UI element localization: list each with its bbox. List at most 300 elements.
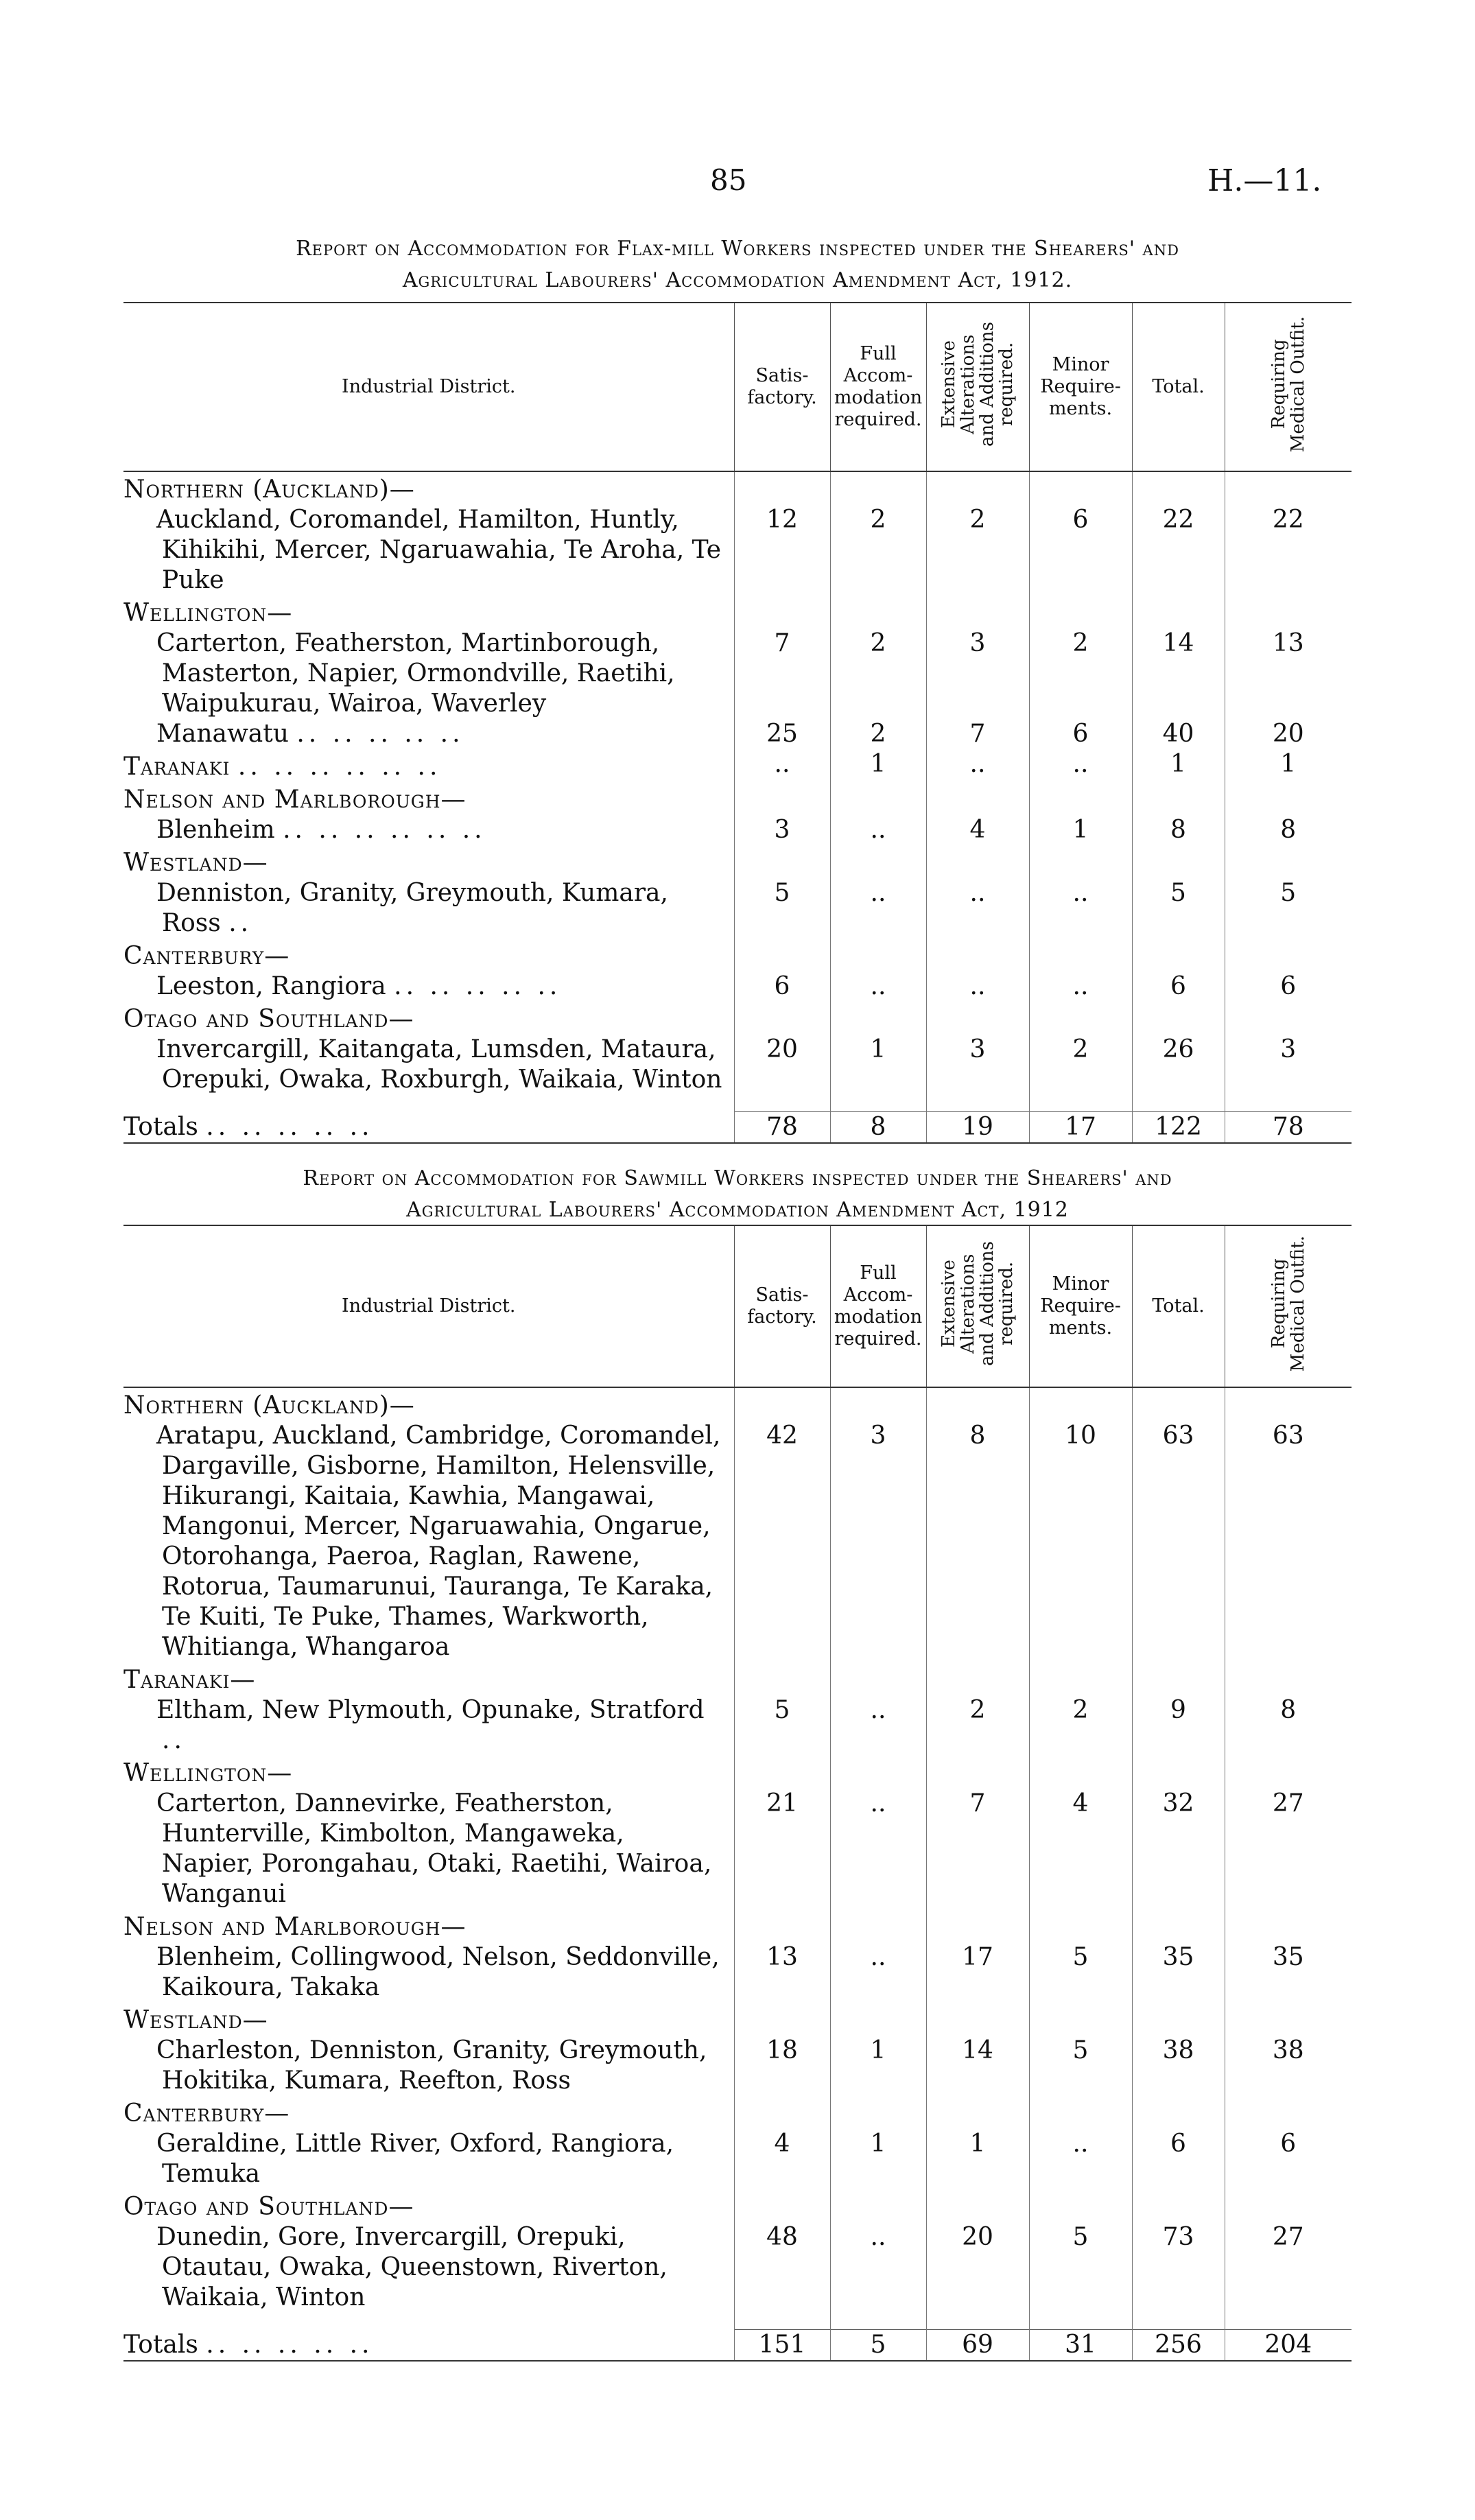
table-row: [123, 1035, 1352, 1095]
extensive-alterations-cell: 7: [926, 719, 1029, 749]
minor-requirements-cell: [1029, 782, 1132, 815]
dot-leader: .. .. .. .. ..: [206, 1112, 374, 1141]
region-label: Nelson and Marlborough—: [123, 786, 467, 814]
region-row: [123, 1756, 1352, 1789]
full-accommodation-cell: ..: [830, 878, 926, 939]
extensive-alterations-cell: 2: [926, 505, 1029, 596]
extensive-alterations-cell: 3: [926, 628, 1029, 719]
dot-leader: .. .. .. .. ..: [296, 720, 464, 748]
medical-outfit-cell: [1225, 782, 1352, 815]
extensive-alterations-cell: 4: [926, 815, 1029, 845]
minor-requirements-cell: [1029, 1756, 1132, 1789]
minor-requirements-cell: 5: [1029, 2222, 1132, 2313]
extensive-alterations-cell: [926, 596, 1029, 628]
satisfactory-cell: [734, 471, 830, 505]
total-cell: 14: [1132, 628, 1225, 719]
medical-outfit-cell: 27: [1225, 1789, 1352, 1909]
medical-outfit-cell: [1225, 471, 1352, 505]
minor-requirements-cell: ..: [1029, 972, 1132, 1002]
col-header-total: Total.: [1132, 1225, 1225, 1387]
totals-label-cell: [123, 1112, 734, 1144]
totals-medical-outfit-cell: 78: [1225, 1112, 1352, 1144]
totals-label: Totals: [123, 2330, 198, 2359]
col-header-district: Industrial District.: [123, 303, 734, 471]
minor-requirements-cell: [1029, 845, 1132, 878]
dot-leader: .. .. .. .. .. ..: [237, 753, 442, 781]
places-label: Manawatu: [156, 720, 289, 748]
minor-requirements-cell: [1029, 1909, 1132, 1942]
extensive-alterations-cell: [926, 1002, 1029, 1035]
spacer-cell: [1225, 2313, 1352, 2330]
full-accommodation-cell: ..: [830, 1942, 926, 2003]
table-row: [123, 2129, 1352, 2189]
total-cell: 6: [1132, 972, 1225, 1002]
total-cell: 26: [1132, 1035, 1225, 1095]
region-name: [123, 1909, 734, 1942]
medical-outfit-cell: [1225, 2003, 1352, 2036]
satisfactory-cell: [734, 2189, 830, 2222]
district-places: [123, 1789, 734, 1909]
medical-outfit-cell: 20: [1225, 719, 1352, 749]
table-row: [123, 1789, 1352, 1909]
extensive-alterations-cell: ..: [926, 878, 1029, 939]
satisfactory-cell: [734, 2003, 830, 2036]
total-cell: 73: [1132, 2222, 1225, 2313]
full-accommodation-cell: ..: [830, 972, 926, 1002]
table-row: [123, 2222, 1352, 2313]
totals-total-cell: 256: [1132, 2330, 1225, 2362]
total-cell: 32: [1132, 1789, 1225, 1909]
totals-medical-outfit-cell: 204: [1225, 2330, 1352, 2362]
minor-requirements-cell: 5: [1029, 2036, 1132, 2096]
medical-outfit-cell: [1225, 1662, 1352, 1695]
satisfactory-cell: [734, 1909, 830, 1942]
col-header-satisfactory: Satis- factory.: [734, 1225, 830, 1387]
region-label: Wellington—: [123, 1759, 293, 1787]
totals-minor-requirements-cell: 31: [1029, 2330, 1132, 2362]
title-line-2: Agricultural Labourers' Accommodation Amendment Act, 1912.: [402, 268, 1073, 292]
region-name: [123, 471, 734, 505]
table-row: [123, 1695, 1352, 1756]
minor-requirements-cell: ..: [1029, 749, 1132, 782]
full-accommodation-cell: [830, 2096, 926, 2129]
extensive-alterations-cell: [926, 1909, 1029, 1942]
total-cell: 22: [1132, 505, 1225, 596]
minor-requirements-cell: 2: [1029, 628, 1132, 719]
minor-requirements-cell: 6: [1029, 505, 1132, 596]
district-places: [123, 878, 734, 939]
places-label: Dunedin, Gore, Invercargill, Orepuki, Otautau, Owaka, Queenstown, Riverton, Waikaia, Winton: [156, 2223, 668, 2311]
sawmill-report-title: [123, 1163, 1352, 1226]
col-header-full: Full Accom- modation required.: [830, 303, 926, 471]
extensive-alterations-cell: 7: [926, 1789, 1029, 1909]
extensive-alterations-cell: 2: [926, 1695, 1029, 1756]
district-places: [123, 1035, 734, 1095]
region-label: Taranaki—: [123, 1666, 256, 1694]
full-accommodation-cell: [830, 845, 926, 878]
district-places: [123, 1942, 734, 2003]
totals-extensive-alterations-cell: 69: [926, 2330, 1029, 2362]
title-line-1: Report on Accommodation for Flax-mill Workers inspected under the Shearers' and: [296, 237, 1179, 261]
full-accommodation-cell: 1: [830, 749, 926, 782]
total-cell: 35: [1132, 1942, 1225, 2003]
medical-outfit-cell: 8: [1225, 1695, 1352, 1756]
document-reference: H.—11.: [1207, 163, 1322, 198]
extensive-alterations-cell: 17: [926, 1942, 1029, 2003]
total-cell: [1132, 596, 1225, 628]
region-label: Otago and Southland—: [123, 2193, 414, 2221]
extensive-alterations-cell: [926, 782, 1029, 815]
full-accommodation-cell: [830, 1002, 926, 1035]
region-label: Westland—: [123, 849, 268, 877]
extensive-alterations-cell: [926, 845, 1029, 878]
extensive-alterations-cell: [926, 2189, 1029, 2222]
region-name: [123, 2003, 734, 2036]
satisfactory-cell: [734, 1002, 830, 1035]
extensive-alterations-cell: 8: [926, 1421, 1029, 1662]
medical-outfit-cell: 5: [1225, 878, 1352, 939]
full-accommodation-cell: 2: [830, 505, 926, 596]
medical-outfit-cell: 8: [1225, 815, 1352, 845]
full-accommodation-cell: 1: [830, 2129, 926, 2189]
spacer-cell: [926, 2313, 1029, 2330]
minor-requirements-cell: [1029, 471, 1132, 505]
spacer-cell: [734, 2313, 830, 2330]
table-row: [123, 2036, 1352, 2096]
satisfactory-cell: 48: [734, 2222, 830, 2313]
region-label: Northern (Auckland)—: [123, 1391, 415, 1420]
spacer-cell: [830, 1095, 926, 1112]
table-row: [123, 1421, 1352, 1662]
dot-leader: ..: [228, 909, 253, 937]
table-row: [123, 1942, 1352, 2003]
region-label: Canterbury—: [123, 942, 290, 970]
places-label: Charleston, Denniston, Granity, Greymouth, Hokitika, Kumara, Reefton, Ross: [156, 2036, 707, 2095]
minor-requirements-cell: [1029, 1387, 1132, 1421]
total-cell: [1132, 845, 1225, 878]
col-header-district: Industrial District.: [123, 1225, 734, 1387]
full-accommodation-cell: ..: [830, 2222, 926, 2313]
spacer-cell: [830, 2313, 926, 2330]
satisfactory-cell: 3: [734, 815, 830, 845]
total-cell: 6: [1132, 2129, 1225, 2189]
places-label: Auckland, Coromandel, Hamilton, Huntly, Kihikihi, Mercer, Ngaruawahia, Te Aroha, Te Puke: [156, 506, 722, 594]
spacer-cell: [1225, 1095, 1352, 1112]
region-name: [123, 1756, 734, 1789]
region-label: Westland—: [123, 2006, 268, 2034]
medical-outfit-cell: [1225, 1756, 1352, 1789]
places-label: Invercargill, Kaitangata, Lumsden, Mataura, Orepuki, Owaka, Roxburgh, Waikaia, Winton: [156, 1035, 722, 1094]
region-name: [123, 749, 734, 782]
district-places: [123, 2036, 734, 2096]
region-row: [123, 1387, 1352, 1421]
sawmill-table: [123, 1225, 1352, 2362]
extensive-alterations-cell: [926, 2003, 1029, 2036]
total-cell: [1132, 1909, 1225, 1942]
extensive-alterations-cell: 3: [926, 1035, 1029, 1095]
total-cell: 38: [1132, 2036, 1225, 2096]
total-cell: 8: [1132, 815, 1225, 845]
total-cell: 5: [1132, 878, 1225, 939]
col-header-total: Total.: [1132, 303, 1225, 471]
district-places: [123, 719, 734, 749]
region-row: [123, 782, 1352, 815]
region-name: [123, 1002, 734, 1035]
region-label: Otago and Southland—: [123, 1005, 414, 1033]
total-cell: [1132, 1662, 1225, 1695]
totals-full-accommodation-cell: 8: [830, 1112, 926, 1144]
region-row: [123, 749, 1352, 782]
region-row: [123, 2096, 1352, 2129]
full-accommodation-cell: [830, 1662, 926, 1695]
satisfactory-cell: 5: [734, 1695, 830, 1756]
medical-outfit-cell: [1225, 2189, 1352, 2222]
full-accommodation-cell: [830, 2189, 926, 2222]
col-header-satisfactory: Satis- factory.: [734, 303, 830, 471]
satisfactory-cell: 5: [734, 878, 830, 939]
district-places: [123, 505, 734, 596]
spacer-cell: [1029, 1095, 1132, 1112]
totals-satisfactory-cell: 78: [734, 1112, 830, 1144]
region-row: [123, 596, 1352, 628]
spacer-cell: [734, 1095, 830, 1112]
full-accommodation-cell: [830, 1756, 926, 1789]
district-places: [123, 2222, 734, 2313]
medical-outfit-cell: [1225, 596, 1352, 628]
totals-total-cell: 122: [1132, 1112, 1225, 1144]
minor-requirements-cell: 2: [1029, 1695, 1132, 1756]
region-name: [123, 596, 734, 628]
region-name: [123, 782, 734, 815]
satisfactory-cell: [734, 1662, 830, 1695]
medical-outfit-cell: [1225, 1002, 1352, 1035]
medical-outfit-cell: 6: [1225, 972, 1352, 1002]
satisfactory-cell: 42: [734, 1421, 830, 1662]
minor-requirements-cell: 1: [1029, 815, 1132, 845]
minor-requirements-cell: ..: [1029, 878, 1132, 939]
spacer-cell: [123, 2313, 734, 2330]
satisfactory-cell: 25: [734, 719, 830, 749]
col-header-minor: Minor Require- ments.: [1029, 303, 1132, 471]
minor-requirements-cell: [1029, 596, 1132, 628]
extensive-alterations-cell: [926, 939, 1029, 972]
region-label: Wellington—: [123, 599, 293, 627]
district-places: [123, 1421, 734, 1662]
col-header-minor: Minor Require- ments.: [1029, 1225, 1132, 1387]
region-name: [123, 1662, 734, 1695]
places-label: Eltham, New Plymouth, Opunake, Stratford: [156, 1696, 705, 1724]
full-accommodation-cell: ..: [830, 815, 926, 845]
extensive-alterations-cell: [926, 2096, 1029, 2129]
minor-requirements-cell: [1029, 1002, 1132, 1035]
full-accommodation-cell: ..: [830, 1695, 926, 1756]
region-row: [123, 2003, 1352, 2036]
medical-outfit-cell: 35: [1225, 1942, 1352, 2003]
region-label: Nelson and Marlborough—: [123, 1913, 467, 1941]
region-row: [123, 471, 1352, 505]
region-name: [123, 1387, 734, 1421]
totals-row: [123, 1112, 1352, 1144]
medical-outfit-cell: [1225, 1387, 1352, 1421]
satisfactory-cell: 21: [734, 1789, 830, 1909]
full-accommodation-cell: ..: [830, 1789, 926, 1909]
medical-outfit-cell: [1225, 1909, 1352, 1942]
extensive-alterations-cell: [926, 1756, 1029, 1789]
places-label: Geraldine, Little River, Oxford, Rangiora, Temuka: [156, 2130, 674, 2188]
medical-outfit-cell: 3: [1225, 1035, 1352, 1095]
region-name: [123, 845, 734, 878]
places-label: Carterton, Dannevirke, Featherston, Hunterville, Kimbolton, Mangaweka, Napier, Porongahau, Otaki, Raetihi, Wairoa, Wanganui: [156, 1789, 712, 1908]
spacer-cell: [1029, 2313, 1132, 2330]
table-body: [123, 1387, 1352, 2361]
satisfactory-cell: [734, 596, 830, 628]
region-row: [123, 1662, 1352, 1695]
medical-outfit-cell: 22: [1225, 505, 1352, 596]
minor-requirements-cell: [1029, 939, 1132, 972]
satisfactory-cell: [734, 939, 830, 972]
total-cell: [1132, 2096, 1225, 2129]
table-row: [123, 505, 1352, 596]
full-accommodation-cell: 3: [830, 1421, 926, 1662]
full-accommodation-cell: [830, 782, 926, 815]
table-row: [123, 878, 1352, 939]
dot-leader: .. .. .. .. ..: [394, 972, 562, 1000]
medical-outfit-cell: 38: [1225, 2036, 1352, 2096]
district-places: [123, 972, 734, 1002]
total-cell: [1132, 1756, 1225, 1789]
district-places: [123, 628, 734, 719]
medical-outfit-cell: 13: [1225, 628, 1352, 719]
region-label: Northern (Auckland)—: [123, 475, 415, 504]
table-row: [123, 628, 1352, 719]
spacer-row: [123, 1095, 1352, 1112]
extensive-alterations-cell: 20: [926, 2222, 1029, 2313]
minor-requirements-cell: [1029, 2003, 1132, 2036]
total-cell: 40: [1132, 719, 1225, 749]
full-accommodation-cell: [830, 1387, 926, 1421]
satisfactory-cell: [734, 1387, 830, 1421]
col-header-extensive: Extensive Alterations and Additions required.: [926, 303, 1029, 471]
table-row: [123, 719, 1352, 749]
spacer-row: [123, 2313, 1352, 2330]
col-header-extensive: Extensive Alterations and Additions required.: [926, 1225, 1029, 1387]
region-label: Canterbury—: [123, 2099, 290, 2128]
col-header-full: Full Accom- modation required.: [830, 1225, 926, 1387]
medical-outfit-cell: 27: [1225, 2222, 1352, 2313]
satisfactory-cell: 4: [734, 2129, 830, 2189]
region-row: [123, 939, 1352, 972]
totals-satisfactory-cell: 151: [734, 2330, 830, 2362]
extensive-alterations-cell: 14: [926, 2036, 1029, 2096]
total-cell: [1132, 2189, 1225, 2222]
totals-label-cell: [123, 2330, 734, 2362]
satisfactory-cell: [734, 782, 830, 815]
table-row: [123, 972, 1352, 1002]
places-label: Leeston, Rangiora: [156, 972, 386, 1000]
total-cell: [1132, 1387, 1225, 1421]
flax-mill-table: [123, 302, 1352, 1144]
medical-outfit-cell: [1225, 2096, 1352, 2129]
satisfactory-cell: 13: [734, 1942, 830, 2003]
satisfactory-cell: ..: [734, 749, 830, 782]
total-cell: 9: [1132, 1695, 1225, 1756]
extensive-alterations-cell: [926, 1387, 1029, 1421]
total-cell: 63: [1132, 1421, 1225, 1662]
totals-label: Totals: [123, 1112, 198, 1141]
district-places: [123, 815, 734, 845]
places-label: Denniston, Granity, Greymouth, Kumara, Ross: [156, 879, 668, 937]
full-accommodation-cell: [830, 2003, 926, 2036]
full-accommodation-cell: 1: [830, 2036, 926, 2096]
table-row: [123, 815, 1352, 845]
col-header-medical: Requiring Medical Outfit.: [1225, 303, 1352, 471]
satisfactory-cell: 12: [734, 505, 830, 596]
total-cell: [1132, 782, 1225, 815]
region-name: [123, 939, 734, 972]
totals-extensive-alterations-cell: 19: [926, 1112, 1029, 1144]
title-line-1: Report on Accommodation for Sawmill Workers inspected under the Shearers' and: [303, 1166, 1172, 1190]
spacer-cell: [123, 1095, 734, 1112]
satisfactory-cell: [734, 2096, 830, 2129]
satisfactory-cell: [734, 1756, 830, 1789]
minor-requirements-cell: [1029, 2096, 1132, 2129]
region-row: [123, 845, 1352, 878]
medical-outfit-cell: [1225, 845, 1352, 878]
spacer-cell: [926, 1095, 1029, 1112]
total-cell: 1: [1132, 749, 1225, 782]
total-cell: [1132, 2003, 1225, 2036]
minor-requirements-cell: [1029, 2189, 1132, 2222]
full-accommodation-cell: 1: [830, 1035, 926, 1095]
places-label: Carterton, Featherston, Martinborough, Masterton, Napier, Ormondville, Raetihi, Waipukurau, Wairoa, Waverley: [156, 629, 675, 718]
full-accommodation-cell: [830, 1909, 926, 1942]
total-cell: [1132, 471, 1225, 505]
minor-requirements-cell: 2: [1029, 1035, 1132, 1095]
extensive-alterations-cell: 1: [926, 2129, 1029, 2189]
dot-leader: ..: [162, 1726, 186, 1754]
total-cell: [1132, 1002, 1225, 1035]
satisfactory-cell: 6: [734, 972, 830, 1002]
dot-leader: .. .. .. .. .. ..: [283, 816, 486, 844]
full-accommodation-cell: [830, 596, 926, 628]
page-number: 85: [710, 163, 747, 197]
dot-leader: .. .. .. .. ..: [206, 2330, 374, 2359]
region-label: Taranaki: [123, 753, 231, 781]
spacer-cell: [1132, 2313, 1225, 2330]
district-places: [123, 2129, 734, 2189]
medical-outfit-cell: 1: [1225, 749, 1352, 782]
extensive-alterations-cell: ..: [926, 749, 1029, 782]
region-row: [123, 1002, 1352, 1035]
col-header-medical: Requiring Medical Outfit.: [1225, 1225, 1352, 1387]
totals-minor-requirements-cell: 17: [1029, 1112, 1132, 1144]
spacer-cell: [1132, 1095, 1225, 1112]
medical-outfit-cell: [1225, 939, 1352, 972]
region-name: [123, 2096, 734, 2129]
places-label: Aratapu, Auckland, Cambridge, Coromandel, Dargaville, Gisborne, Hamilton, Helensville, Hikurangi, Kaitaia, Kawhia, Mangawai, Mangonui, Mercer, Ngaruawahia, Ongarue, Otorohanga, Paeroa, Raglan, Rawene, Rotorua, Taumarunui, Tauranga, Te Karaka, Te Kuiti, Te Puke, Thames, Warkworth, Whitianga, Whangaroa: [156, 1422, 721, 1661]
medical-outfit-cell: 6: [1225, 2129, 1352, 2189]
full-accommodation-cell: 2: [830, 719, 926, 749]
full-accommodation-cell: [830, 471, 926, 505]
minor-requirements-cell: ..: [1029, 2129, 1132, 2189]
totals-row: [123, 2330, 1352, 2362]
region-name: [123, 2189, 734, 2222]
minor-requirements-cell: 4: [1029, 1789, 1132, 1909]
satisfactory-cell: 7: [734, 628, 830, 719]
minor-requirements-cell: 6: [1029, 719, 1132, 749]
table-body: [123, 471, 1352, 1143]
district-places: [123, 1695, 734, 1756]
